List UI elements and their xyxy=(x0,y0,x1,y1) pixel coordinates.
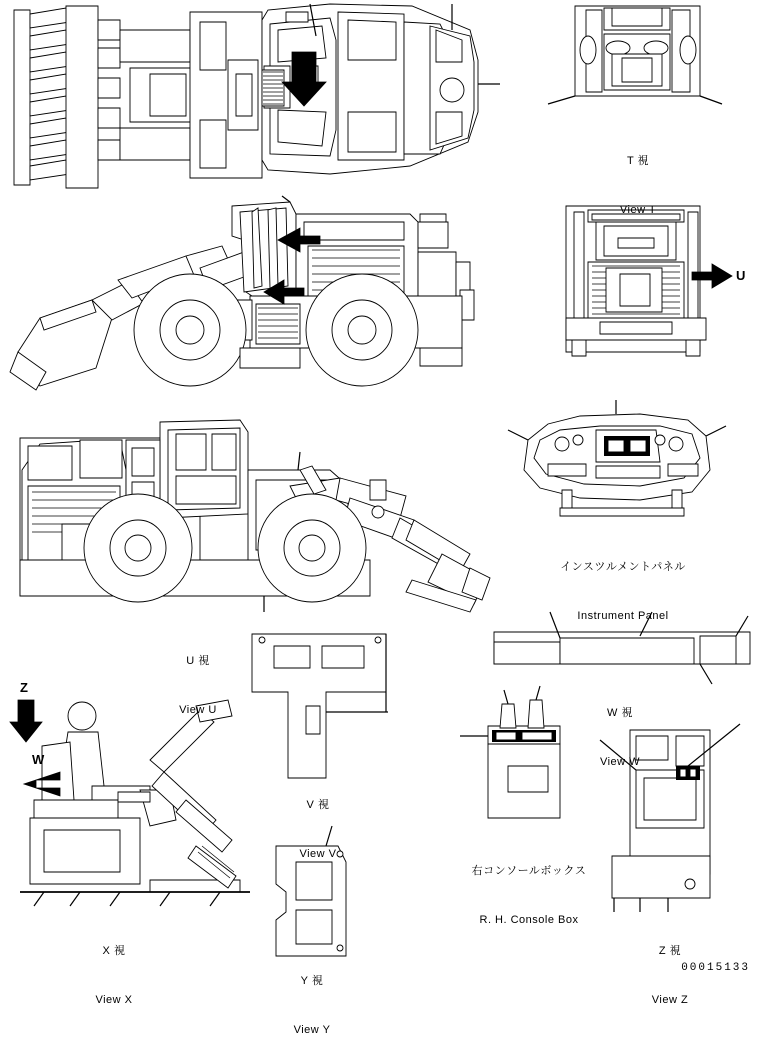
view-w-label-en: View W xyxy=(599,756,641,769)
view-u-label-jp: U 視 xyxy=(186,654,210,667)
label-rh-console-box xyxy=(434,828,624,945)
instrument-panel-label-en: Instrument Panel xyxy=(577,610,669,623)
view-v-label-jp: V 視 xyxy=(306,798,330,811)
view-v-drawing xyxy=(252,634,388,778)
label-view-x xyxy=(64,908,164,1025)
label-view-u xyxy=(148,618,248,735)
view-t-label-en: View T xyxy=(619,204,657,217)
instrument-panel-label-jp: インスツルメントパネル xyxy=(560,560,686,573)
label-instrument-panel xyxy=(508,524,738,641)
rh-console-box-label-jp: 右コンソールボックス xyxy=(471,864,587,877)
side-view-loader-1 xyxy=(10,196,474,390)
instrument-panel-drawing xyxy=(508,400,726,516)
view-y-label-jp: Y 視 xyxy=(300,974,324,987)
label-view-t xyxy=(588,118,688,235)
rh-console-box-label-en: R. H. Console Box xyxy=(479,914,579,927)
arrow-z xyxy=(10,700,42,742)
arrow-label-z: Z xyxy=(20,680,28,695)
part-number: 00015133 xyxy=(681,962,750,974)
view-x-label-en: View X xyxy=(95,994,133,1007)
view-v-label-en: View V xyxy=(299,848,337,861)
side-view-loader-2 xyxy=(20,420,490,612)
view-z-label-jp: Z 視 xyxy=(658,944,682,957)
arrow-label-w: W xyxy=(32,752,45,767)
plan-view-loader xyxy=(14,4,500,188)
view-t-label-jp: T 視 xyxy=(626,154,650,167)
view-x-label-jp: X 視 xyxy=(102,944,126,957)
view-w-label-jp: W 視 xyxy=(607,706,633,719)
view-u-label-en: View U xyxy=(179,704,217,717)
view-z-label-en: View Z xyxy=(651,994,689,1007)
label-view-v xyxy=(268,762,368,879)
arrow-label-u: U xyxy=(736,268,746,283)
label-view-w xyxy=(570,670,670,787)
label-view-y xyxy=(262,938,362,1055)
view-y-label-en: View Y xyxy=(293,1024,331,1037)
rh-console-box-drawing xyxy=(460,686,560,818)
view-t-drawing xyxy=(548,6,722,104)
